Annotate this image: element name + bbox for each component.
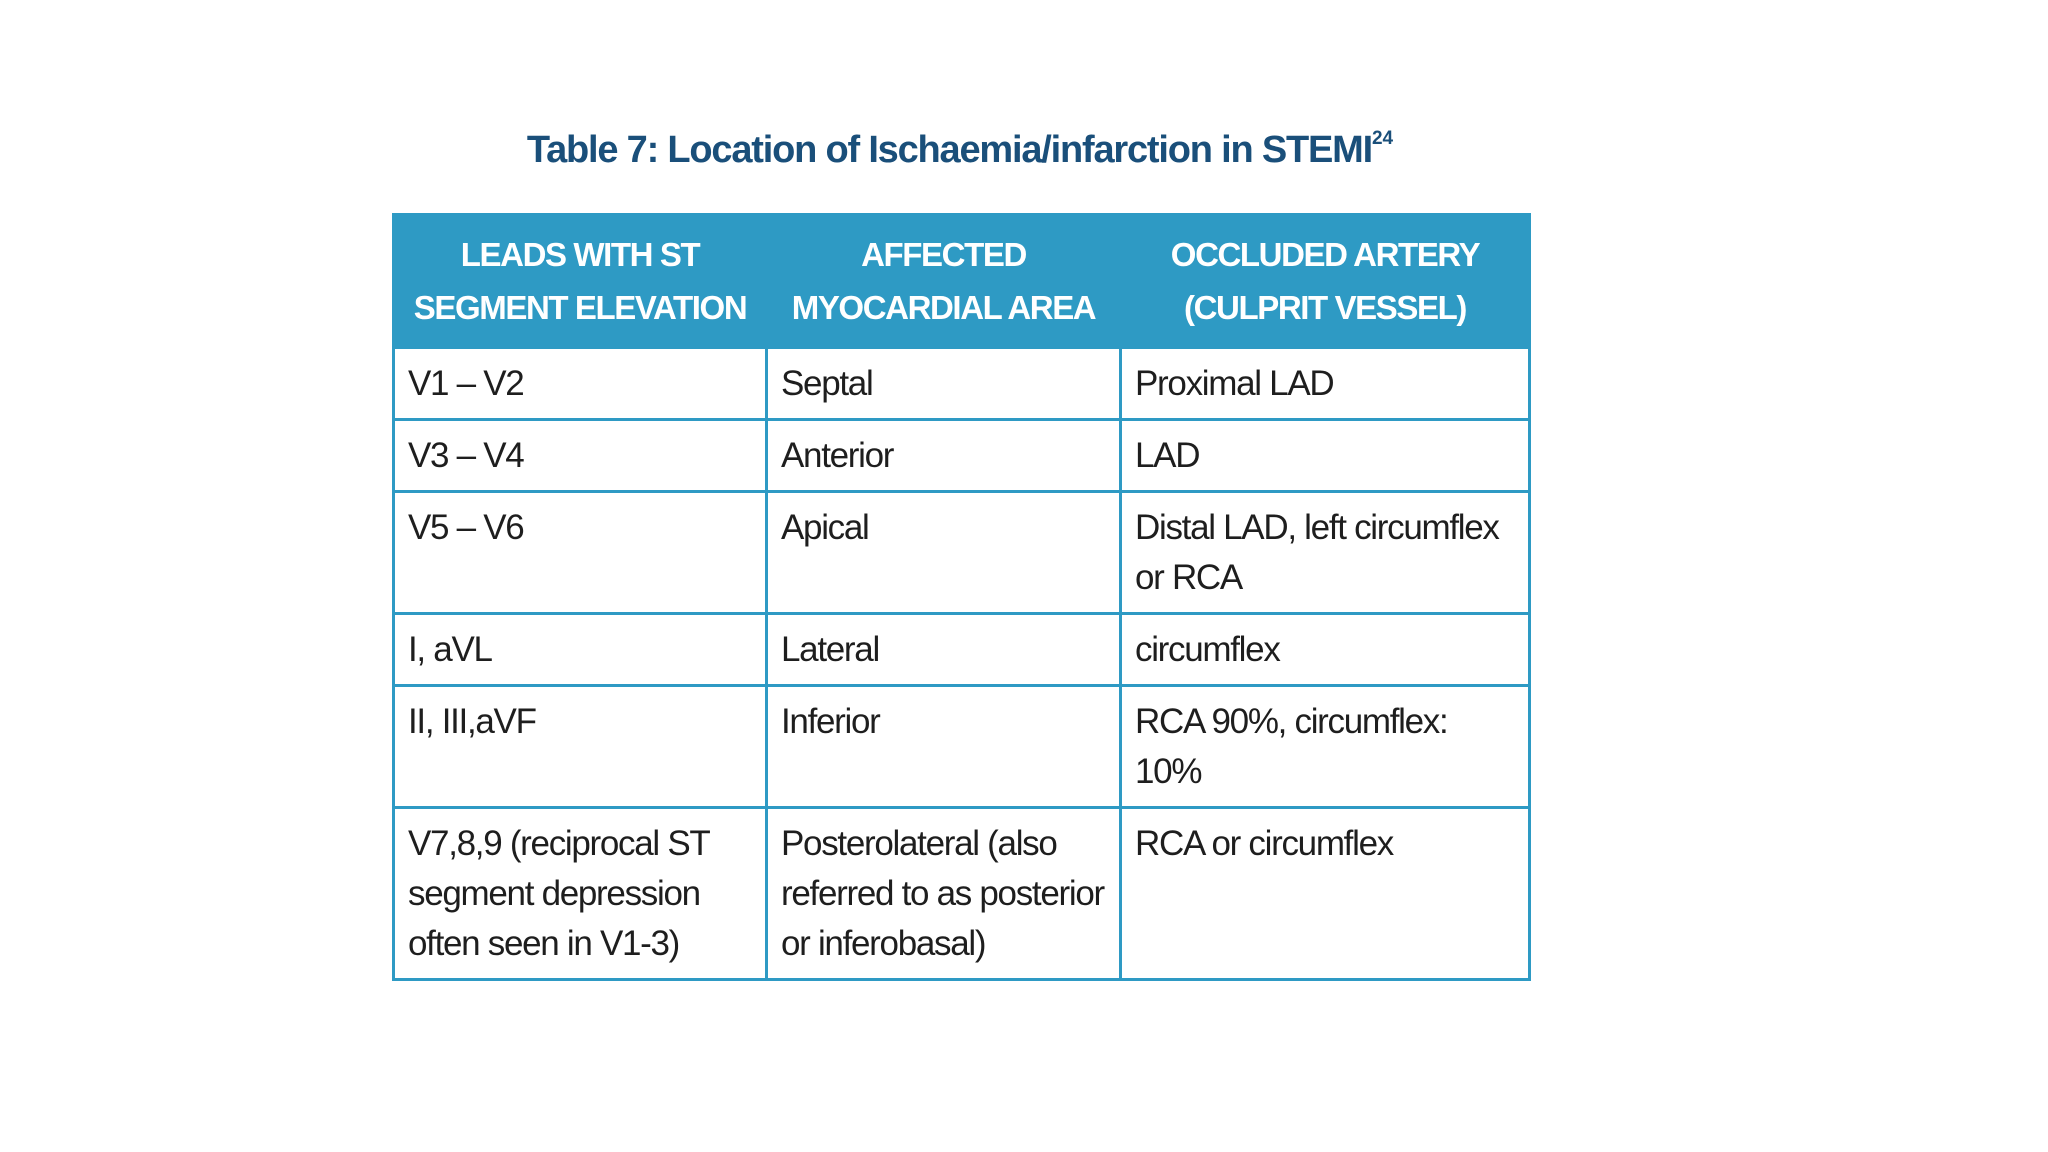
- cell-artery: circumflex: [1121, 614, 1530, 686]
- cell-area: Anterior: [767, 420, 1121, 492]
- header-occluded-artery: OCCLUDED ARTERY (CULPRIT VESSEL): [1121, 215, 1530, 348]
- cell-artery: Distal LAD, left circumflex or RCA: [1121, 492, 1530, 614]
- cell-area: Apical: [767, 492, 1121, 614]
- cell-leads: V3 – V4: [394, 420, 767, 492]
- table-row: [394, 348, 1530, 420]
- cell-artery: RCA or circumflex: [1121, 808, 1530, 980]
- table-title: [392, 128, 1528, 172]
- cell-artery: RCA 90%, circumflex: 10%: [1121, 686, 1530, 808]
- table-row: [394, 614, 1530, 686]
- table-row: [394, 686, 1530, 808]
- cell-area: Lateral: [767, 614, 1121, 686]
- cell-leads: V7,8,9 (reciprocal ST segment depression often seen in V1-3): [394, 808, 767, 980]
- table-row: [394, 420, 1530, 492]
- title-reference: 24: [1371, 128, 1394, 149]
- cell-area: Posterolateral (also referred to as posterior or inferobasal): [767, 808, 1121, 980]
- header-row: [394, 215, 1530, 348]
- table-row: [394, 808, 1530, 980]
- cell-leads: I, aVL: [394, 614, 767, 686]
- table-row: [394, 492, 1530, 614]
- cell-artery: Proximal LAD: [1121, 348, 1530, 420]
- header-myocardial-area: AFFECTED MYOCARDIAL AREA: [767, 215, 1121, 348]
- cell-leads: II, III,aVF: [394, 686, 767, 808]
- table-title-text: Table 7: Location of Ischaemia/infarction in STEMI: [526, 129, 1372, 171]
- cell-leads: V1 – V2: [394, 348, 767, 420]
- cell-area: Septal: [767, 348, 1121, 420]
- cell-artery: LAD: [1121, 420, 1530, 492]
- cell-area: Inferior: [767, 686, 1121, 808]
- header-leads: LEADS WITH ST SEGMENT ELEVATION: [394, 215, 767, 348]
- cell-leads: V5 – V6: [394, 492, 767, 614]
- stemi-location-table: [392, 213, 1531, 981]
